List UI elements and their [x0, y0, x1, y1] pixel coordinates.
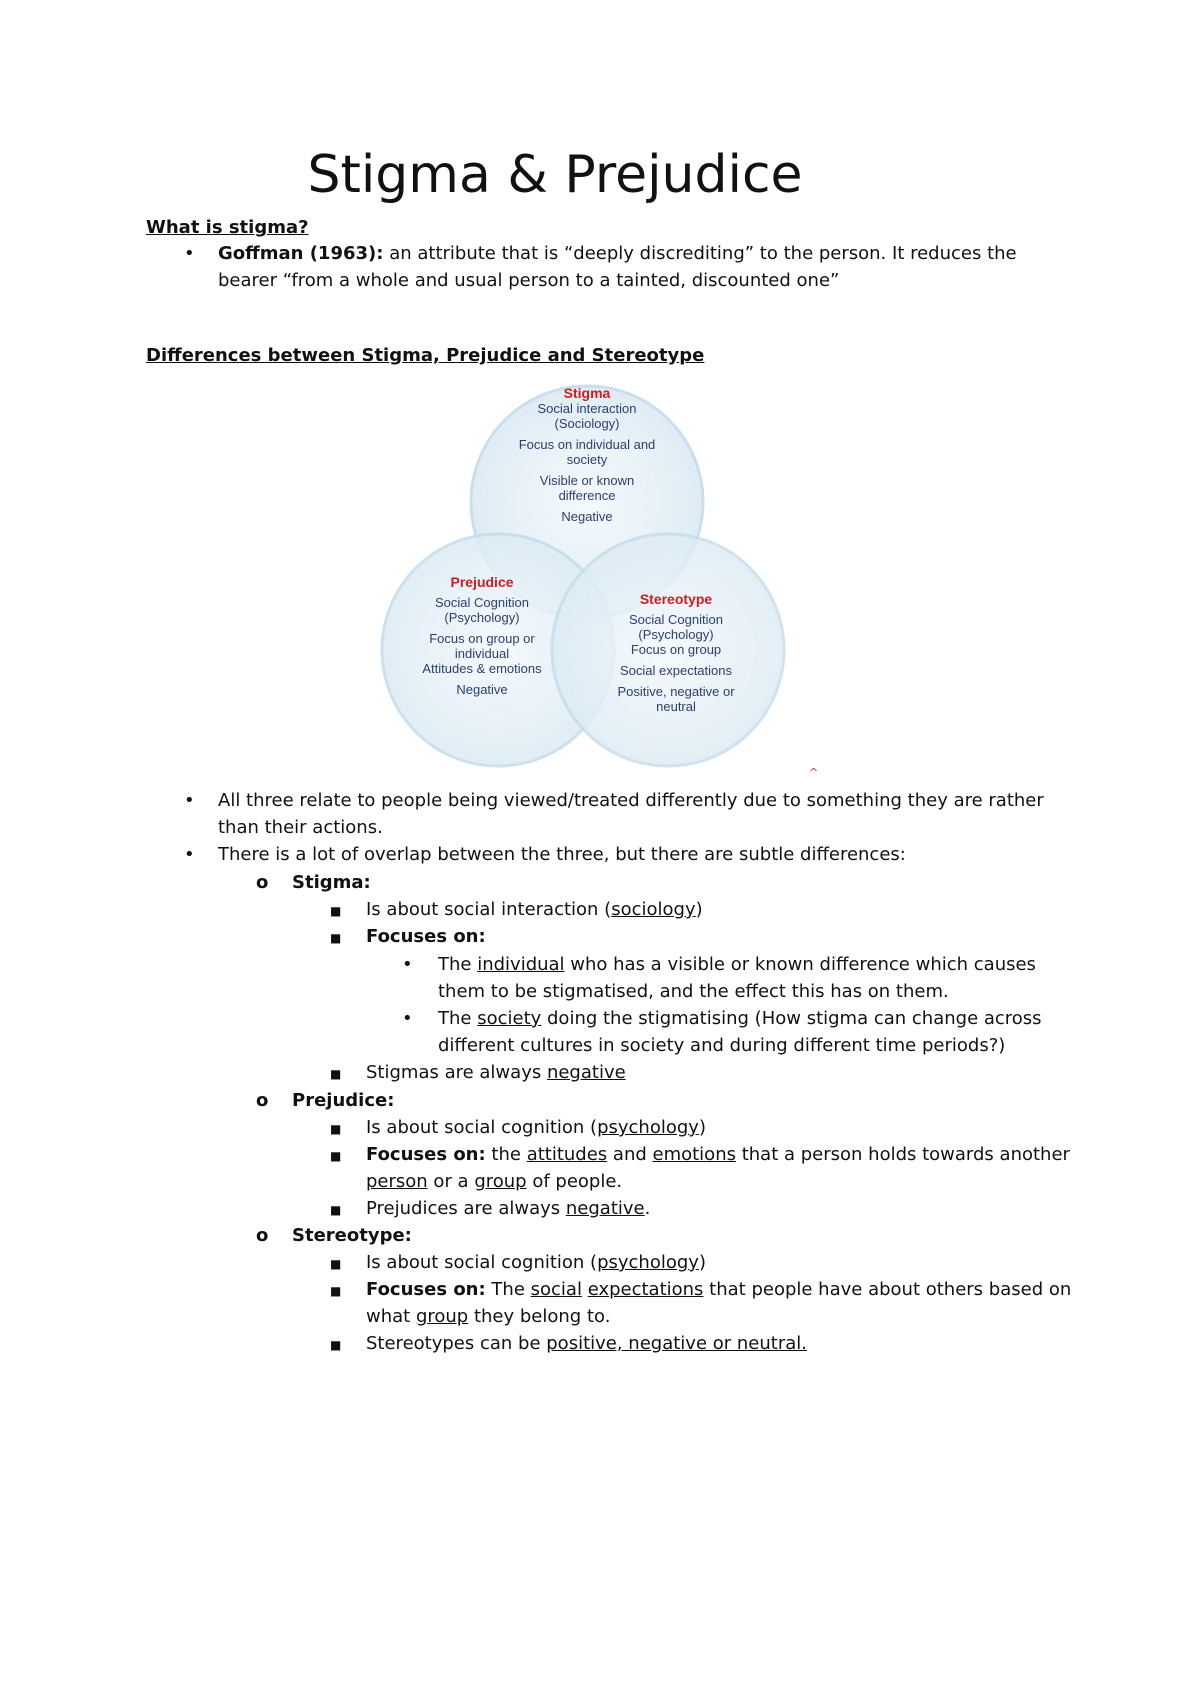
text: who has a visible or known difference which causes [564, 954, 1036, 975]
underlined-text: attitudes [526, 1144, 608, 1165]
stigma-focus-individual [438, 951, 1036, 978]
prejudice-focuses-2 [366, 1168, 622, 1195]
text: they belong to. [468, 1306, 611, 1327]
note-line: There is a lot of overlap between the three, but there are subtle differences: [218, 844, 906, 865]
stigma-line: society [566, 452, 608, 467]
stereotype-circle-title: Stereotype [639, 591, 713, 607]
underlined-text: sociology [611, 899, 696, 920]
stereotype-line: (Psychology) [638, 627, 714, 642]
text: . [644, 1198, 651, 1219]
stigma-about [366, 896, 703, 923]
stereotype-line: Focus on group [630, 642, 722, 657]
stereotype-about [366, 1249, 706, 1276]
stereotype-can-be [366, 1330, 807, 1357]
text: what [366, 1306, 416, 1327]
text: that a person holds towards another [735, 1144, 1070, 1165]
stereotype-focuses-2 [366, 1303, 610, 1330]
bullet-square: ■ [330, 1257, 342, 1271]
text: ) [698, 1252, 706, 1273]
text: The [438, 954, 478, 975]
stigma-line: difference [558, 488, 616, 503]
goffman-label: Goffman (1963): [218, 243, 384, 264]
text: Is about social interaction ( [366, 899, 612, 920]
stereotype-label: Stereotype: [292, 1225, 412, 1246]
underlined-text: negative [546, 1062, 626, 1083]
prejudice-circle-title: Prejudice [450, 574, 514, 590]
bullet-square: ■ [330, 931, 342, 945]
stigma-circle-text [487, 386, 687, 524]
text: ) [698, 1117, 706, 1138]
venn-diagram [376, 384, 792, 768]
focuses-label: Focuses on: [366, 1279, 486, 1300]
prejudice-always [366, 1195, 650, 1222]
bullet-square: ■ [330, 904, 342, 918]
text: The [438, 1008, 478, 1029]
stigma-line: (Sociology) [554, 416, 620, 431]
stigma-line: Negative [561, 509, 613, 524]
stigma-line: Focus on individual and [518, 437, 656, 452]
bullet-circle: o [256, 1090, 269, 1111]
underlined-text: person [366, 1171, 428, 1192]
stigma-label: Stigma: [292, 872, 371, 893]
bullet-dot: • [402, 954, 413, 975]
goffman-text: an attribute that is “deeply discrediting” to the person. It reduces the [383, 243, 1017, 264]
stereotype-circle-text [576, 592, 776, 714]
bullet-square: ■ [330, 1203, 342, 1217]
text: ) [695, 899, 703, 920]
bullet-circle: o [256, 872, 269, 893]
stereotype-line: Social Cognition [629, 612, 723, 627]
differences-heading: Differences between Stigma, Prejudice and Stereotype [146, 345, 705, 366]
underlined-text: positive, negative or neutral. [546, 1333, 807, 1354]
text: Is about social cognition ( [366, 1252, 598, 1273]
bullet-square: ■ [330, 1149, 342, 1163]
text: and [607, 1144, 653, 1165]
prejudice-line: Attitudes & emotions [422, 661, 542, 676]
text: Prejudices are always [366, 1198, 566, 1219]
prejudice-line: Social Cognition [435, 595, 529, 610]
stereotype-focuses [366, 1276, 1071, 1303]
what-is-stigma-heading: What is stigma? [146, 217, 309, 238]
text: the [485, 1144, 527, 1165]
text: doing the stigmatising (How stigma can change across [541, 1008, 1042, 1029]
note-line: All three relate to people being viewed/treated differently due to something they are rather [218, 790, 1044, 811]
text: Is about social cognition ( [366, 1117, 598, 1138]
underlined-text: society [477, 1008, 542, 1029]
note-line: than their actions. [218, 817, 383, 838]
prejudice-about [366, 1114, 706, 1141]
page-title: Stigma & Prejudice [307, 145, 803, 205]
underlined-text: social [530, 1279, 582, 1300]
text: or a [427, 1171, 475, 1192]
prejudice-circle-text [392, 575, 572, 697]
stigma-always [366, 1059, 626, 1086]
bullet-square: ■ [330, 1284, 342, 1298]
underlined-text: psychology [597, 1252, 699, 1273]
underlined-text: negative [565, 1198, 645, 1219]
stereotype-line: neutral [656, 699, 696, 714]
stigma-focuses-label: Focuses on: [366, 926, 486, 947]
underlined-text: expectations [587, 1279, 704, 1300]
prejudice-line: (Psychology) [444, 610, 520, 625]
bullet-circle: o [256, 1225, 269, 1246]
stigma-circle-title: Stigma [563, 385, 611, 401]
bullet-dot: • [184, 844, 195, 865]
goffman-definition-line [218, 240, 1017, 267]
goffman-definition-line-2: bearer “from a whole and usual person to a tainted, discounted one” [218, 270, 840, 291]
underlined-text: psychology [597, 1117, 699, 1138]
underlined-text: individual [477, 954, 565, 975]
underlined-text: emotions [652, 1144, 736, 1165]
focuses-label: Focuses on: [366, 1144, 486, 1165]
underlined-text: group [474, 1171, 527, 1192]
text: Stereotypes can be [366, 1333, 547, 1354]
stereotype-line: Social expectations [619, 663, 732, 678]
bullet-square: ■ [330, 1122, 342, 1136]
text: The [485, 1279, 531, 1300]
stigma-focus-society [438, 1005, 1042, 1032]
text: of people. [526, 1171, 623, 1192]
prejudice-line: Focus on group or [429, 631, 535, 646]
bullet-dot: • [184, 243, 195, 264]
bullet-dot: • [402, 1008, 413, 1029]
prejudice-line: individual [454, 646, 510, 661]
caret-mark-icon: ^ [809, 766, 819, 779]
stigma-focus-society-2: different cultures in society and during different time periods?) [438, 1035, 1006, 1056]
underlined-text: group [415, 1306, 469, 1327]
text: that people have about others based on [703, 1279, 1072, 1300]
stigma-focus-individual-2: them to be stigmatised, and the effect this has on them. [438, 981, 949, 1002]
stigma-line: Visible or known [539, 473, 635, 488]
bullet-square: ■ [330, 1338, 342, 1352]
bullet-dot: • [184, 790, 195, 811]
text: Stigmas are always [366, 1062, 547, 1083]
bullet-square: ■ [330, 1067, 342, 1081]
prejudice-focuses [366, 1141, 1070, 1168]
stigma-line: Social interaction [537, 401, 637, 416]
stereotype-line: Positive, negative or [617, 684, 735, 699]
prejudice-label: Prejudice: [292, 1090, 395, 1111]
prejudice-line: Negative [456, 682, 508, 697]
